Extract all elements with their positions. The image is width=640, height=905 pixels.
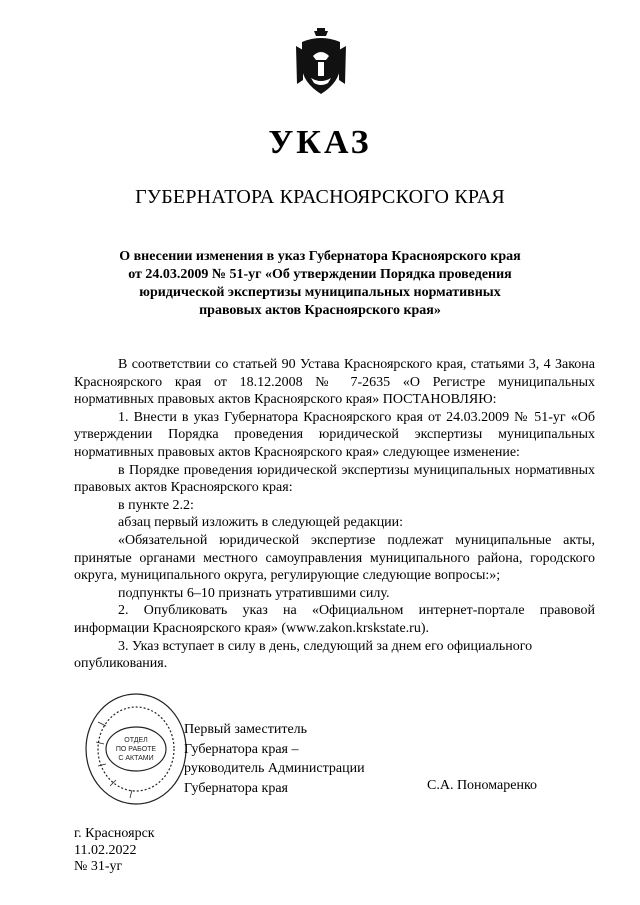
decree-number: № 31-уг [74, 859, 123, 874]
repeal-paragraph: подпункты 6–10 признать утратившими силу. [118, 585, 390, 601]
item-2-paragraph: 2. Опубликовать указ на «Официальном интернет-портале правовой информации Красноярского края» (www.zakon.krskstate.ru). [74, 603, 595, 636]
signature-line: Губернатора края [184, 780, 288, 796]
preamble-paragraph: В соответствии со статьей 90 Устава Красноярского края, статьями 3, 4 Закона Красноярского края от 18.12.2008 № 7-2635 «О Регистре муниципальных нормативных правовых актов Красноярского края» ПОСТАНОВЛЯЮ: [74, 357, 595, 408]
signature-line: Губернатора края – [184, 741, 299, 757]
stamp-line: С АКТАМИ [118, 755, 154, 762]
signing-date: 11.02.2022 [74, 842, 137, 858]
signature-line: руководитель Администрации [184, 761, 365, 777]
amendment-paragraph: в Порядке проведения юридической экспертизы муниципальных нормативных правовых актов Красноярского края: [74, 462, 595, 496]
signature-block [184, 720, 365, 798]
stamp-line: ОТДЕЛ [124, 737, 148, 744]
new-wording-paragraph: «Обязательной юридической экспертизе подлежат муниципальные акты, принятые органами местного самоуправления муниципального района, городского округа, муниципального округа, регулирующие следующие вопросы:»; [74, 532, 595, 584]
signatory-name: С.А. Пономаренко [427, 778, 538, 793]
subclause-paragraph: абзац первый изложить в следующей редакции: [118, 515, 404, 531]
heading-line: О внесении изменения в указ Губернатора Красноярского края [119, 249, 521, 264]
heading-line: правовых актов Красноярского края» [199, 303, 441, 318]
item-3-paragraph: 3. Указ вступает в силу в день, следующий за днем его официального опубликования. [74, 638, 533, 672]
coat-of-arms-emblem [296, 28, 346, 98]
decree-body [74, 356, 595, 673]
heading-line: от 24.03.2009 № 51-уг «Об утверждении Порядка проведения [128, 267, 512, 282]
document-footer [74, 826, 155, 876]
document-subtitle: ГУБЕРНАТОРА КРАСНОЯРСКОГО КРАЯ [135, 186, 505, 208]
clause-paragraph: в пункте 2.2: [118, 497, 194, 513]
item-1-paragraph: 1. Внести в указ Губернатора Красноярского края от 24.03.2009 № 51-уг «Об утверждении Порядка проведения юридической экспертизы муниципальных нормативных правовых актов Красноярского края» следующее изменение: [74, 409, 595, 460]
place-of-signing: г. Красноярск [74, 826, 155, 841]
stamp-line: ПО РАБОТЕ [115, 746, 157, 753]
document-title: УКАЗ [268, 124, 372, 161]
heading-line: юридической экспертизы муниципальных нормативных [139, 285, 501, 300]
signature-line: Первый заместитель [184, 722, 308, 737]
decree-heading [110, 248, 530, 320]
official-stamp [84, 692, 188, 806]
